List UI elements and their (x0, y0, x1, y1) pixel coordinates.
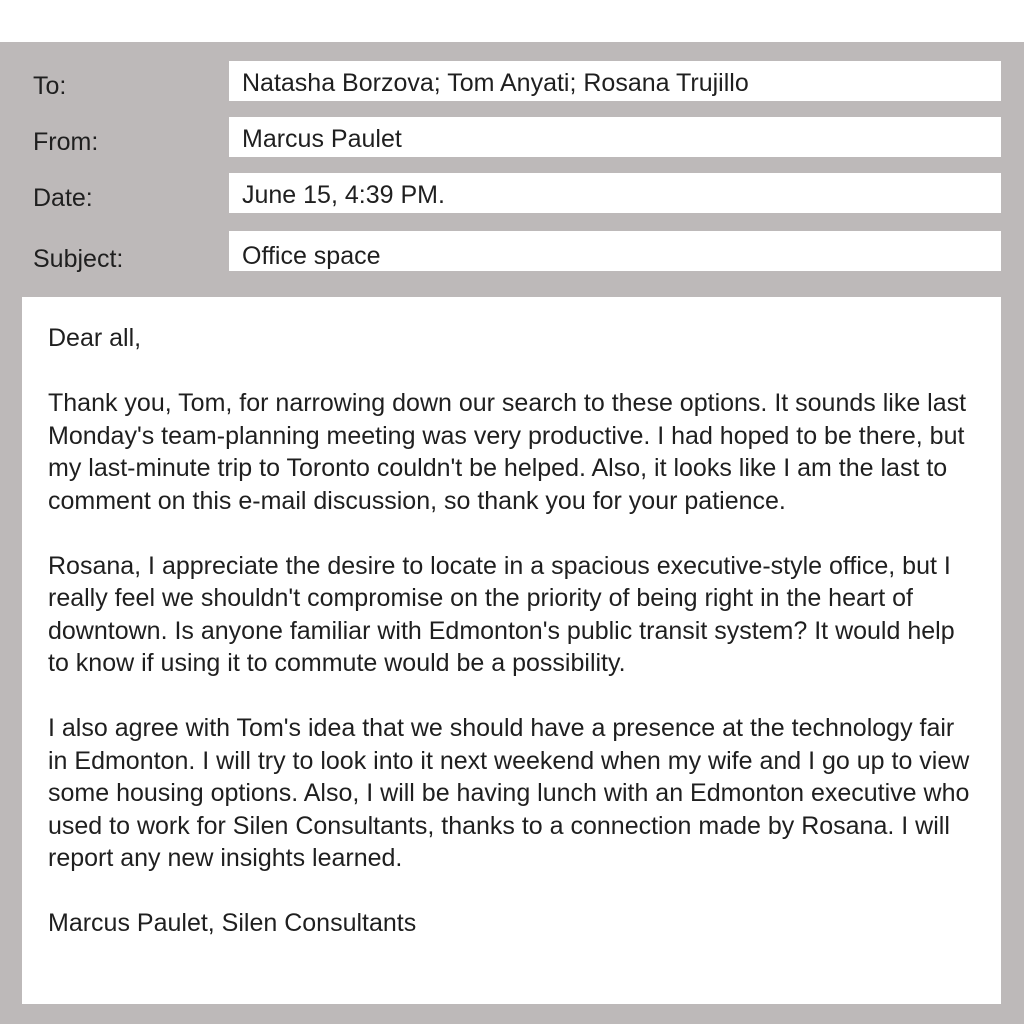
body-paragraph-1: Thank you, Tom, for narrowing down our search to these options. It sounds like last Monday's team-planning meeting was very productive. I had hoped to be there, but my last-minute trip to Toronto couldn't be helped. Also, it looks like I am the last to comment on this e-mail discussion, so thank you for your patience. (48, 389, 967, 515)
subject-field[interactable]: Office space (229, 231, 1001, 271)
from-row (0, 117, 1024, 157)
date-row (0, 173, 1024, 213)
from-field[interactable]: Marcus Paulet (229, 117, 1001, 157)
body-paragraph-3: I also agree with Tom's idea that we should have a presence at the technology fair in Edmonton. I will try to look into it next weekend when my wife and I go up to view some housing options. Also, I will be having lunch with an Edmonton executive who used to work for Silen Consultants, thanks to a connection made by Rosana. I will report any new insights learned. (48, 714, 970, 872)
to-label: To: (33, 72, 67, 100)
signature: Marcus Paulet, Silen Consultants (48, 909, 417, 937)
subject-row (0, 231, 1024, 271)
to-row (0, 61, 1024, 101)
email-frame (0, 42, 1024, 1024)
greeting: Dear all, (48, 324, 142, 352)
date-field[interactable]: June 15, 4:39 PM. (229, 173, 1001, 213)
date-label: Date: (33, 184, 93, 212)
subject-label: Subject: (33, 245, 124, 273)
body-paragraph-2: Rosana, I appreciate the desire to locate in a spacious executive-style office, but I really feel we shouldn't compromise on the priority of being right in the heart of downtown. Is anyone familiar with Edmonton's public transit system? It would help to know if using it to commute would be a possibility. (48, 551, 955, 677)
to-field[interactable]: Natasha Borzova; Tom Anyati; Rosana Trujillo (229, 61, 1001, 101)
from-label: From: (33, 128, 99, 156)
message-body[interactable] (22, 297, 1001, 1004)
